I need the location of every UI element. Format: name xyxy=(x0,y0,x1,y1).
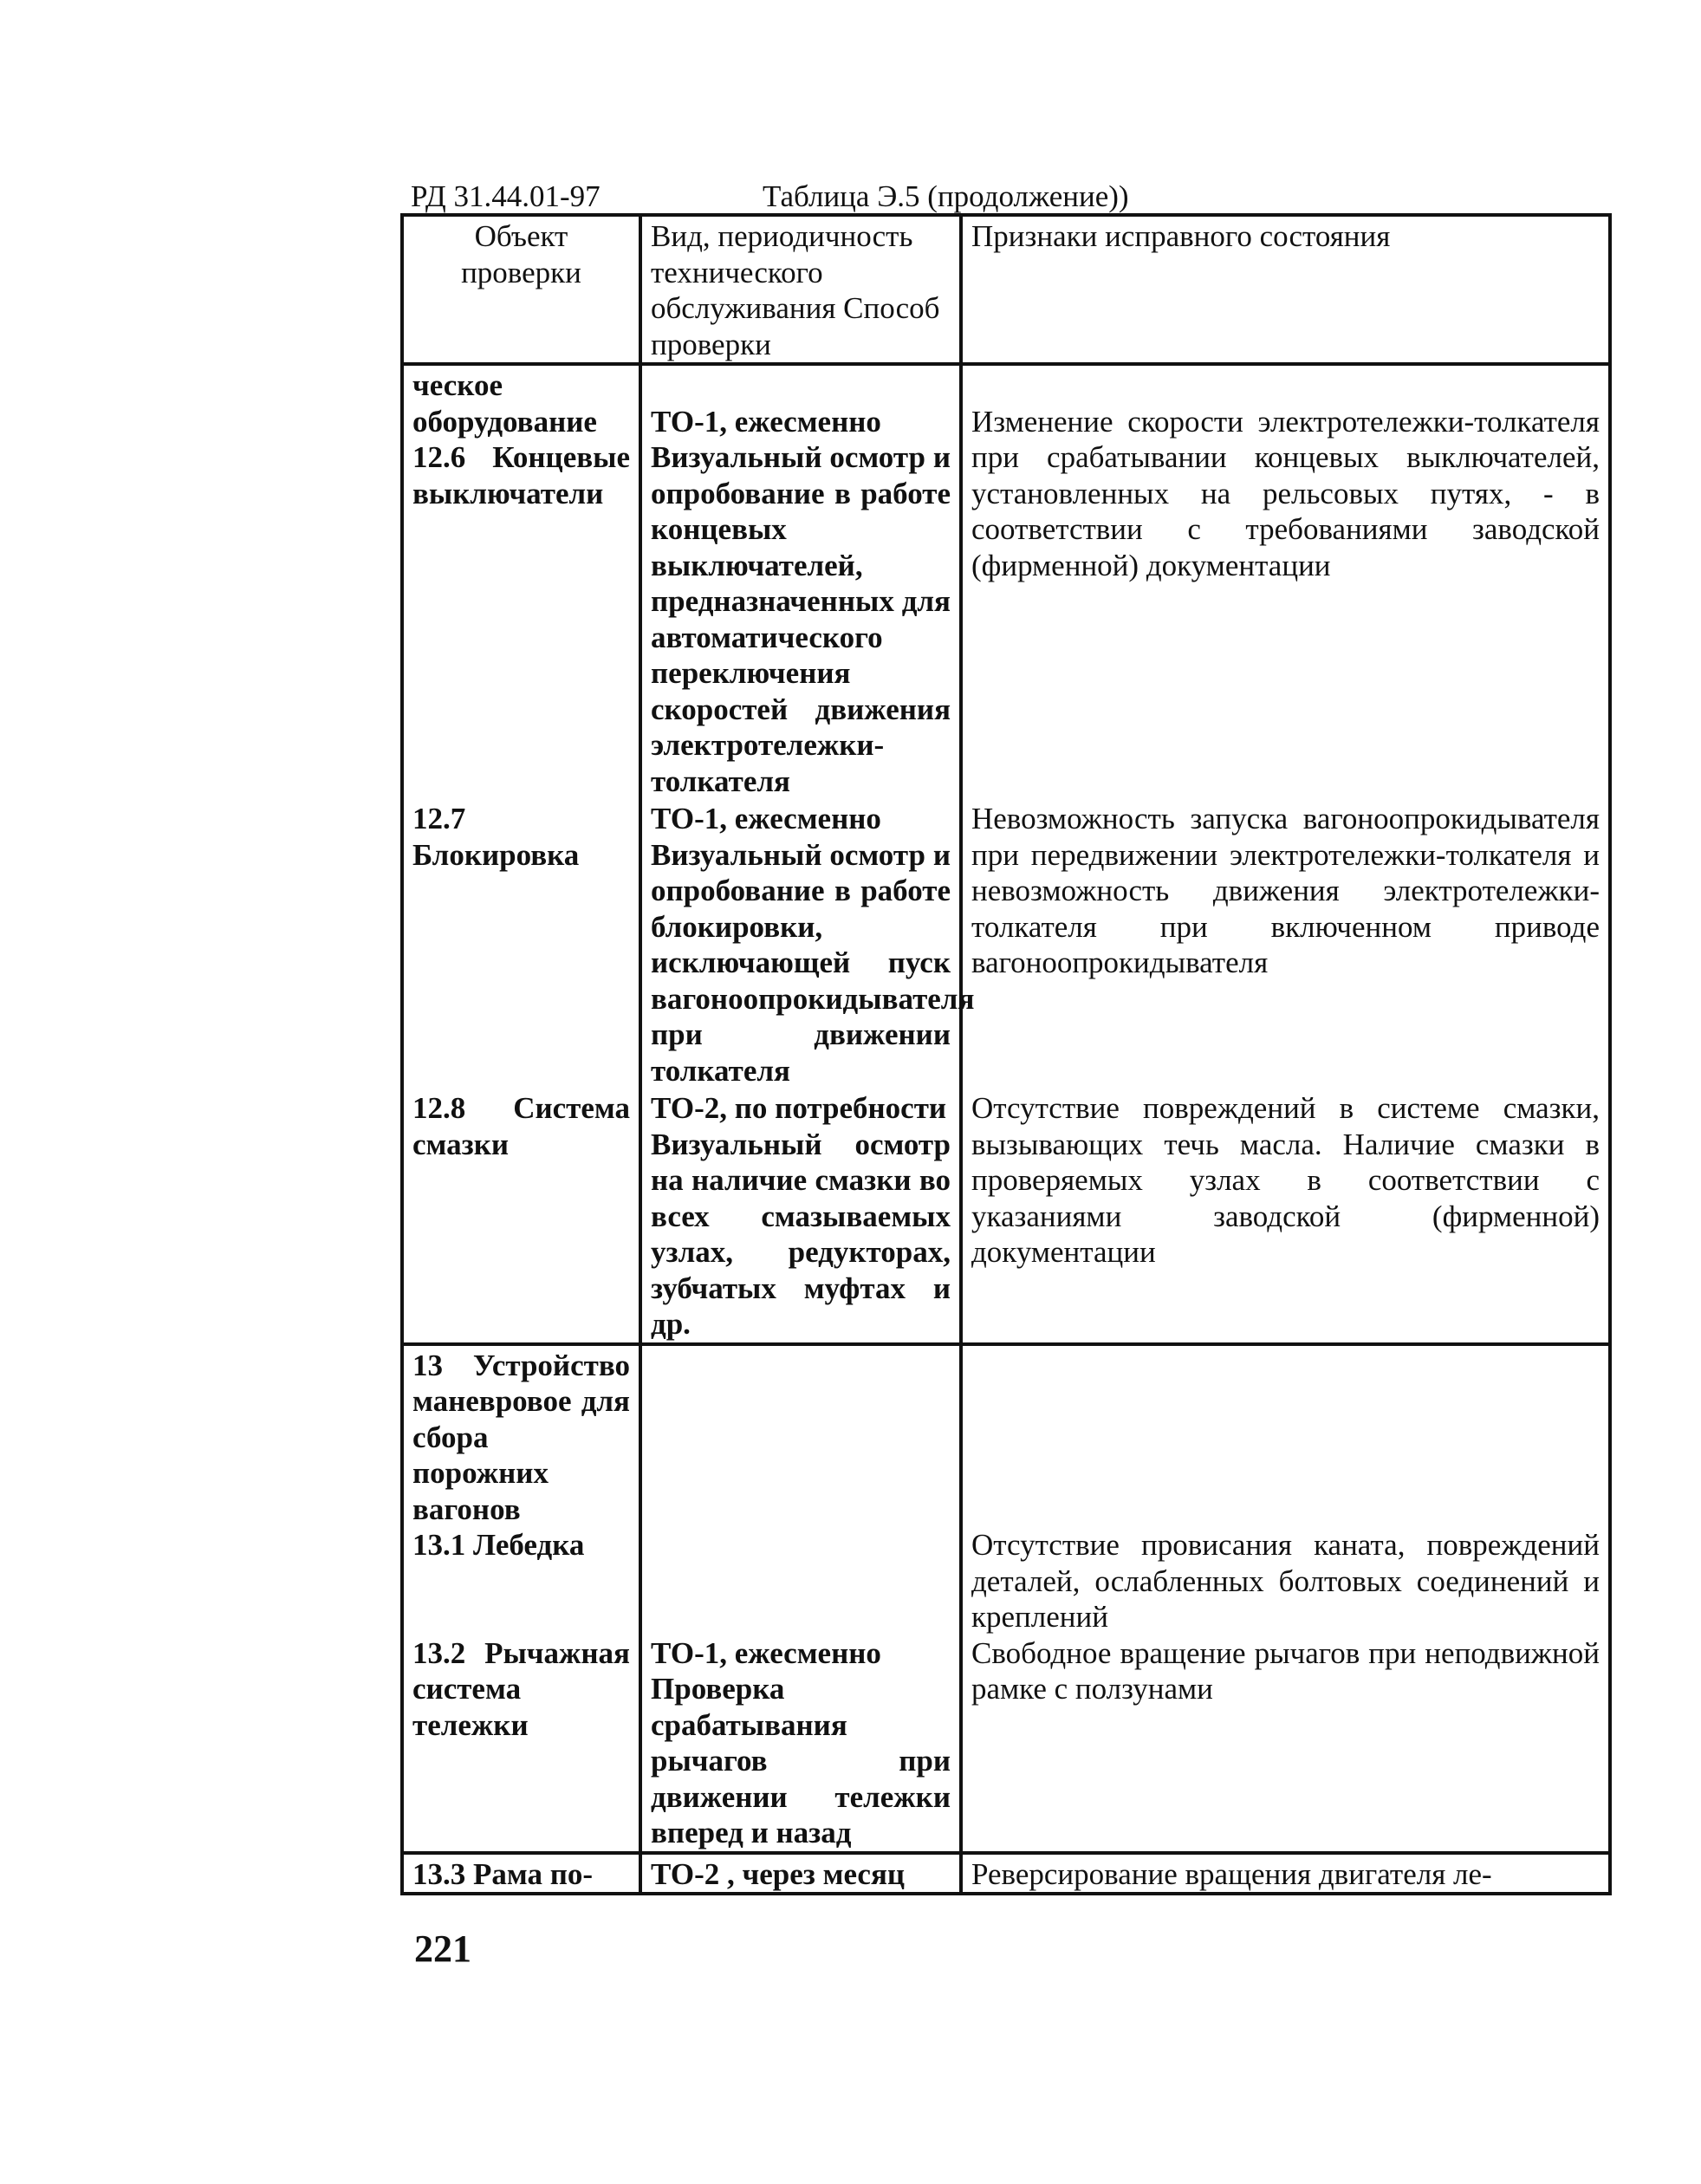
cell-criteria: Отсутствие провисания каната, повреждений деталей, ослабленных болтовых соединений и креплений Свободное вращение рычагов при неподвижной рамке с ползунами xyxy=(961,1344,1610,1853)
page-number: 221 xyxy=(414,1927,471,1970)
cell-method: ТО-1, ежесменно Визуальный осмотр и опробование в работе блокировки, исключающей пуск вагоноопрокидывателя при движении толкателя xyxy=(640,799,961,1089)
table-title: Таблица Э.5 (продолжение)) xyxy=(763,179,1129,213)
cell-criteria: Изменение скорости электротележки-толкателя при срабатывании концевых выключателей, установленных на рельсовых путях, - в соответствии с требованиями заводской (фирменной) документации xyxy=(961,364,1610,799)
cell-method: ТО-1, ежесменно Проверка срабатывания рычагов при движении тележки вперед и назад xyxy=(640,1344,961,1853)
table-row xyxy=(402,1089,1610,1344)
cell-object: 12.8 Система смазки xyxy=(402,1089,640,1344)
cell-method: ТО-1, ежесменно Визуальный осмотр и опробование в работе концевых выключателей, предназначенных для автоматического переключения скоростей движения электротележки-толкателя xyxy=(640,364,961,799)
cell-object: ческое оборудование 12.6 Концевые выключатели xyxy=(402,364,640,799)
cell-method: ТО-2, по потребности Визуальный осмотр на наличие смазки во всех смазываемых узлах, редукторах, зубчатых муфтах и др. xyxy=(640,1089,961,1344)
cell-criteria: Реверсирование вращения двигателя ле- xyxy=(961,1853,1610,1895)
cell-object: 13.3 Рама по- xyxy=(402,1853,640,1895)
doc-code: РД 31.44.01-97 xyxy=(411,179,601,213)
col-header-method: Вид, периодичность технического обслуживания Способ проверки xyxy=(640,215,961,364)
col-header-object: Объект проверки xyxy=(402,215,640,364)
cell-criteria: Невозможность запуска вагоноопрокидывателя при передвижении электротележки-толкателя и невозможность движения электротележки-толкателя при включенном приводе вагоноопрокидывателя xyxy=(961,799,1610,1089)
table-row xyxy=(402,799,1610,1089)
inspection-table xyxy=(400,213,1612,1895)
table-header-row xyxy=(402,215,1610,364)
table-row xyxy=(402,364,1610,799)
col-header-criteria: Признаки исправного состояния xyxy=(961,215,1610,364)
cell-method: ТО-2 , через месяц xyxy=(640,1853,961,1895)
table-row xyxy=(402,1853,1610,1895)
cell-object: 13 Устройство маневровое для сбора порожних вагонов 13.1 Лебедка 13.2 Рычажная система тележки xyxy=(402,1344,640,1853)
cell-criteria: Отсутствие повреждений в системе смазки, вызывающих течь масла. Наличие смазки в проверяемых узлах в соответствии с указаниями заводской (фирменной) документации xyxy=(961,1089,1610,1344)
cell-object: 12.7 Блокировка xyxy=(402,799,640,1089)
table-row xyxy=(402,1344,1610,1853)
